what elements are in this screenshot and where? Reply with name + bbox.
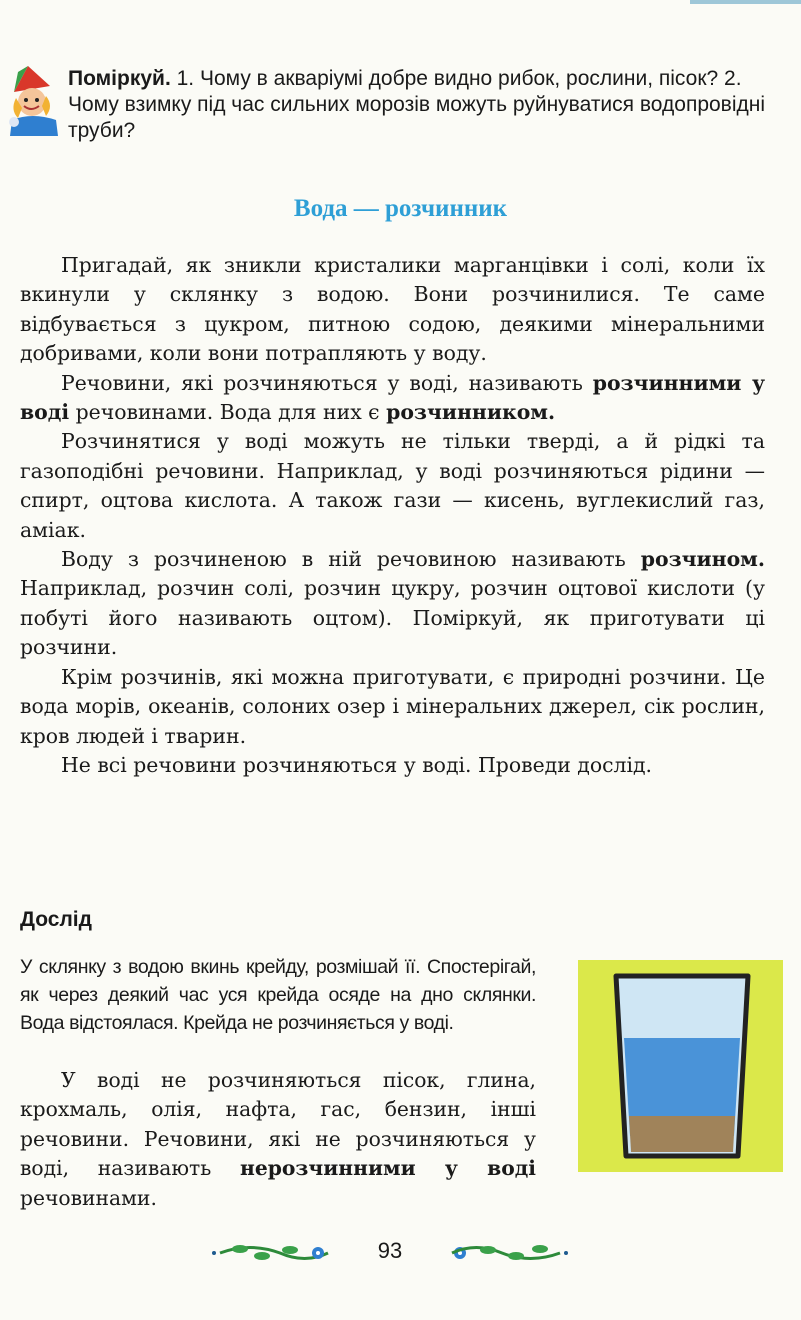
paragraph-2-text-2: речовинами. Вода для них є bbox=[69, 400, 387, 425]
paragraph-5: Крім розчинів, які можна приготувати, є природні розчини. Це вода морів, океанів, солоних озер і мінеральних джерел, сік рослин, кров людей і тварин. bbox=[20, 664, 765, 748]
floral-ornament-icon bbox=[210, 1240, 334, 1266]
think-questions: 1. Чому в акваріумі добре видно рибок, рослини, пісок? 2. Чому взимку під час сильних морозів можуть руйнуватися водопровідні труби? bbox=[68, 67, 766, 142]
experiment-text: У склянку з водою вкинь крейду, розмішай її. Спостерігай, як через деякий час уся крейда осяде на дно склянки. Вода відстоялася. Крейда не розчиняється у воді. bbox=[20, 956, 536, 1034]
conclusion-end: речовинами. bbox=[20, 1185, 157, 1210]
term-solvent: розчинником. bbox=[386, 400, 556, 425]
paragraph-2-text: Речовини, які розчиняються у воді, називають bbox=[61, 370, 593, 395]
think-label: Поміркуй. bbox=[68, 67, 171, 90]
main-text bbox=[20, 251, 765, 780]
paragraph-6: Не всі речовини розчиняються у воді. Проведи дослід. bbox=[61, 752, 653, 777]
page-number: 93 bbox=[377, 1238, 403, 1263]
think-box bbox=[6, 58, 776, 168]
floral-ornament-icon bbox=[446, 1240, 570, 1266]
section-title: Вода — розчинник bbox=[293, 195, 508, 222]
experiment-title: Дослід bbox=[20, 908, 92, 931]
conclusion-text: У воді не розчиняються пісок, глина, крохмаль, олія, нафта, гас, бензин, інші речовини. Речовини, які не розчиняються у воді, називають bbox=[20, 1068, 536, 1181]
top-rule bbox=[690, 0, 801, 4]
paragraph-2 bbox=[20, 369, 765, 428]
term-insoluble: нерозчинними у воді bbox=[239, 1156, 536, 1181]
paragraph-4 bbox=[20, 545, 765, 663]
gnome-character-icon bbox=[6, 62, 66, 136]
experiment-conclusion bbox=[20, 1066, 536, 1213]
page-footer bbox=[210, 1236, 570, 1272]
think-text bbox=[68, 66, 780, 144]
term-solution: розчином. bbox=[640, 547, 765, 572]
paragraph-4-text: Воду з розчиненою в ній речовиною називають bbox=[61, 547, 641, 572]
paragraph-1: Пригадай, як зникли кристалики марганцівки і солі, коли їх вкинули у склянку з водою. Вони розчинилися. Те саме відбувається з цукром, питною содою, деякими мінеральними добривами, коли вони потрапляють у воду. bbox=[20, 253, 765, 366]
glass-with-sediment-illustration bbox=[578, 960, 783, 1172]
paragraph-3: Розчинятися у воді можуть не тільки тверді, а й рідкі та газоподібні речовини. Наприклад, у воді розчиняються рідини — спирт, оцтова кислота. А також гази — кисень, вуглекислий газ, аміак. bbox=[20, 429, 765, 542]
paragraph-4-text-2: Наприклад, розчин солі, розчин цукру, розчин оцтової кислоти (у побуті його називають оцтом). Поміркуй, як приготувати ці розчини. bbox=[20, 576, 765, 660]
conclusion-paragraph bbox=[20, 1066, 536, 1213]
term-soluble: розчинними у воді bbox=[20, 370, 765, 425]
